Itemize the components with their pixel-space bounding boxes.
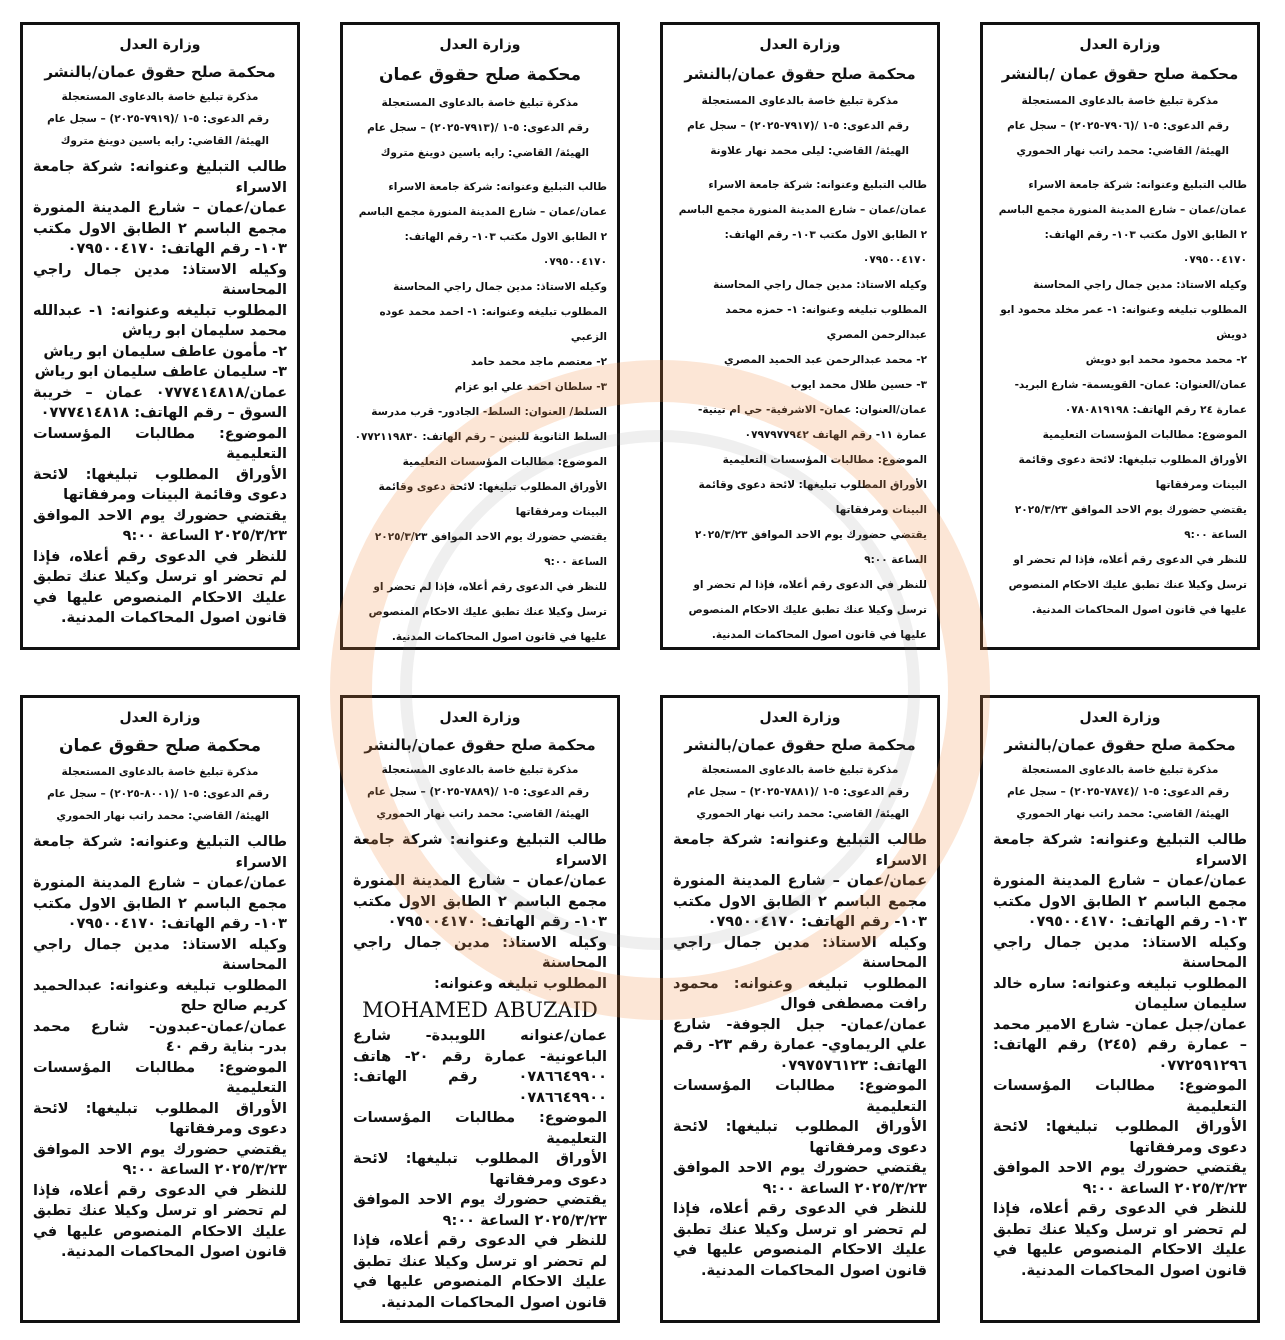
court-heading: محكمة صلح حقوق عمان /بالنشر [1001, 65, 1239, 83]
memo-title: مذكرة تبليغ خاصة بالدعاوى المستعجلة [381, 764, 579, 776]
notice-paragraph: MOHAMED ABUZAID [362, 998, 598, 1022]
ministry-heading: وزارة العدل [1079, 37, 1161, 53]
notice-paragraph: الأوراق المطلوب تبليغها: لائحة دعوى وقائمة البينات ومرفقاتها [698, 479, 927, 516]
case-number: رقم الدعوى: ٥-١ /(٧٩٠٦-٢٠٢٥) – سجل عام [1007, 120, 1229, 132]
notice-paragraph: الموضوع: مطالبات المؤسسات التعليمية [722, 454, 927, 466]
case-number: رقم الدعوى: ٥-١ /(٧٩١٧-٢٠٢٥) – سجل عام [687, 120, 909, 132]
notice-paragraph: وكيله الاستاذ: مدين جمال راجي المحاسنة [33, 936, 287, 973]
case-number: رقم الدعوى: ٥-١ /(٧٨٧٤-٢٠٢٥) – سجل عام [1007, 786, 1229, 798]
notice-paragraph: طالب التبليغ وعنوانه: شركة جامعة الاسراء [673, 832, 927, 869]
notice-paragraph: عمان/عمان – شارع المدينة المنورة مجمع الباسم ٢ الطابق الاول مكتب ١٠٣- رقم الهاتف: ٠٧٩٥٠٠٤١٧٠ [33, 875, 288, 932]
notice-paragraph: الأوراق المطلوب تبليغها: لائحة دعوى ومرفقاتها [353, 1151, 607, 1188]
notice-paragraph: ٢- محمد محمود محمد ابو دويش [1085, 354, 1247, 366]
notice-paragraph: عمان/عمان – شارع المدينة المنورة مجمع الباسم ٢ الطابق الاول مكتب ١٠٣- رقم الهاتف: ٠٧٩٥٠٠٤١٧٠ [678, 204, 927, 266]
notice-paragraph: للنظر في الدعوى رقم أعلاه، فإذا لم تحضر او ترسل وكيلا عنك تطبق عليك الاحكام المنصوص عليها في قانون اصول المحاكمات المدنية. [353, 1233, 607, 1311]
notice-paragraph: وكيله الاستاذ: مدين جمال راجي المحاسنة [713, 279, 927, 291]
notice-paragraph: المطلوب تبليغه وعنوانه: [433, 975, 607, 992]
notice-paragraph: يقتضي حضورك يوم الاحد الموافق ٢٠٢٥/٣/٢٣ الساعة ٩:٠٠ [353, 1192, 607, 1229]
notice-paragraph: طالب التبليغ وعنوانه: شركة جامعة الاسراء [1028, 179, 1247, 191]
notice-paragraph: الموضوع: مطالبات المؤسسات التعليمية [353, 1110, 607, 1147]
court-notice [20, 22, 300, 650]
case-number: رقم الدعوى: ٥-١ /(٧٨٨١-٢٠٢٥) – سجل عام [687, 786, 909, 798]
court-notice [980, 695, 1260, 1323]
notice-paragraph: للنظر في الدعوى رقم أعلاه، فإذا لم تحضر او ترسل وكيلا عنك تطبق عليك الاحكام المنصوص عليها في قانون اصول المحاكمات المدنية. [993, 1201, 1247, 1279]
notice-paragraph: عمان/٠٧٧٧٤١٤٨١٨ عمان – خريبة السوق – رقم الهاتف: ٠٧٧٧٤١٤٨١٨ [33, 384, 287, 421]
court-heading: محكمة صلح حقوق عمان/بالنشر [684, 736, 916, 754]
notice-body [673, 830, 927, 1281]
notice-paragraph: ٢- محمد عبدالرحمن عبد الحميد المصري [724, 354, 927, 366]
court-heading: محكمة صلح حقوق عمان/بالنشر [364, 736, 596, 754]
notice-body [993, 173, 1247, 623]
notice-paragraph: الموضوع: مطالبات المؤسسات التعليمية [1042, 429, 1247, 441]
judge-name: الهيئة/ القاضي: محمد راتب نهار الحموري [1016, 808, 1229, 820]
notice-paragraph: طالب التبليغ وعنوانه: شركة جامعة الاسراء [993, 832, 1247, 869]
notice-paragraph: للنظر في الدعوى رقم أعلاه، فإذا لم تحضر او ترسل وكيلا عنك تطبق عليك الاحكام المنصوص عليها في قانون اصول المحاكمات المدنية. [1008, 554, 1247, 616]
notice-paragraph: المطلوب تبليغه وعنوانه: ١- حمزه محمد عبدالرحمن المصري [725, 304, 927, 341]
notice-paragraph: ٢- مأمون عاطف سليمان ابو رياش [43, 343, 287, 360]
notice-paragraph: الموضوع: مطالبات المؤسسات التعليمية [673, 1078, 927, 1115]
case-number: رقم الدعوى: ٥-١ /(٨٠٠١-٢٠٢٥) – سجل عام [47, 788, 269, 800]
notice-paragraph: للنظر في الدعوى رقم أعلاه، فإذا لم تحضر او ترسل وكيلا عنك تطبق عليك الاحكام المنصوص عليها في قانون اصول المحاكمات المدنية. [33, 1182, 287, 1260]
court-notice [340, 695, 620, 1323]
notice-paragraph: يقتضي حضورك يوم الاحد الموافق ٢٠٢٥/٣/٢٣ الساعة ٩:٠٠ [1014, 504, 1247, 541]
notice-paragraph: عمان/عنوانه اللويبدة- شارع الباعونية- عمارة رقم ٢٠- هاتف ٠٧٨٦٦٤٩٩٠٠ رقم الهاتف: ٠٧٨٦٦٤٩٩٠٠ [353, 1028, 607, 1106]
ministry-heading: وزارة العدل [439, 710, 521, 726]
notice-paragraph: ٣- سلطان احمد علي ابو عزام [454, 381, 607, 393]
ministry-heading: وزارة العدل [439, 37, 521, 53]
notice-paragraph: السلط/ العنوان: السلط- الجادور- قرب مدرسة السلط الثانوية للبنين – رقم الهاتف: ٠٧٧٢١١٩٨٣٠ [354, 406, 607, 443]
notice-paragraph: وكيله الاستاذ: مدين جمال راجي المحاسنة [1033, 279, 1247, 291]
ministry-heading: وزارة العدل [1079, 710, 1161, 726]
notice-body [353, 830, 607, 1313]
notice-paragraph: الأوراق المطلوب تبليغها: لائحة دعوى وقائمة البينات ومرفقاتها [33, 466, 287, 503]
ministry-heading: وزارة العدل [119, 710, 201, 726]
ministry-heading: وزارة العدل [119, 37, 201, 53]
notice-body [33, 832, 287, 1263]
notice-paragraph: يقتضي حضورك يوم الاحد الموافق ٢٠٢٥/٣/٢٣ الساعة ٩:٠٠ [33, 1141, 287, 1178]
notice-paragraph: طالب التبليغ وعنوانه: شركة جامعة الاسراء [33, 159, 287, 196]
notice-paragraph: ٣- حسين طلال محمد ايوب [790, 379, 927, 391]
notice-paragraph: عمان/عمان – شارع المدينة المنورة مجمع الباسم ٢ الطابق الاول مكتب ١٠٣- رقم الهاتف: ٠٧٩٥٠٠٤١٧٠ [998, 204, 1247, 266]
judge-name: الهيئة/ القاضي: رايه ياسين دوينغ متروك [380, 147, 589, 159]
notice-paragraph: المطلوب تبليغه وعنوانه: ١- احمد محمد عوده الزعبي [379, 306, 607, 343]
notice-paragraph: وكيله الاستاذ: مدين جمال راجي المحاسنة [673, 934, 927, 971]
notice-paragraph: وكيله الاستاذ: مدين جمال راجي المحاسنة [33, 261, 287, 298]
court-heading: محكمة صلح حقوق عمان/بالنشر [44, 63, 276, 81]
notice-paragraph: الأوراق المطلوب تبليغها: لائحة دعوى وقائمة البينات ومرفقاتها [1018, 454, 1247, 491]
notice-body [353, 175, 607, 650]
notice-paragraph: المطلوب تبليغه وعنوانه: محمود رافت مصطفى فوال [673, 975, 927, 1012]
notice-paragraph: وكيله الاستاذ: مدين جمال راجي المحاسنة [993, 934, 1247, 971]
case-number: رقم الدعوى: ٥-١ /(٧٩١٣-٢٠٢٥) – سجل عام [367, 122, 589, 134]
notice-paragraph: للنظر في الدعوى رقم أعلاه، فإذا لم تحضر او ترسل وكيلا عنك تطبق عليك الاحكام المنصوص عليها في قانون اصول المحاكمات المدنية. [368, 581, 607, 643]
court-notice [660, 695, 940, 1323]
case-number: رقم الدعوى: ٥-١ /(٧٨٨٩-٢٠٢٥) – سجل عام [367, 786, 589, 798]
ministry-heading: وزارة العدل [759, 710, 841, 726]
court-heading: محكمة صلح حقوق عمان [59, 736, 261, 756]
notice-paragraph: طالب التبليغ وعنوانه: شركة جامعة الاسراء [388, 181, 607, 193]
notice-paragraph: الأوراق المطلوب تبليغها: لائحة دعوى ومرفقاتها [993, 1119, 1247, 1156]
notice-paragraph: للنظر في الدعوى رقم أعلاه، فإذا لم تحضر او ترسل وكيلا عنك تطبق عليك الاحكام المنصوص عليها في قانون اصول المحاكمات المدنية. [33, 548, 287, 626]
case-number: رقم الدعوى: ٥-١ /(٧٩١٩-٢٠٢٥) – سجل عام [47, 113, 269, 125]
notice-paragraph: للنظر في الدعوى رقم أعلاه، فإذا لم تحضر او ترسل وكيلا عنك تطبق عليك الاحكام المنصوص عليها في قانون اصول المحاكمات المدنية. [688, 579, 927, 641]
notice-paragraph: عمان/عمان – شارع المدينة المنورة مجمع الباسم ٢ الطابق الاول مكتب ١٠٣- رقم الهاتف: ٠٧٩٥٠٠٤١٧٠ [993, 873, 1248, 930]
notice-paragraph: وكيله الاستاذ: مدين جمال راجي المحاسنة [393, 281, 607, 293]
notice-paragraph: الموضوع: مطالبات المؤسسات التعليمية [33, 425, 287, 462]
court-heading: محكمة صلح حقوق عمان/بالنشر [684, 65, 916, 83]
notice-paragraph: يقتضي حضورك يوم الاحد الموافق ٢٠٢٥/٣/٢٣ الساعة ٩:٠٠ [374, 531, 607, 568]
memo-title: مذكرة تبليغ خاصة بالدعاوى المستعجلة [701, 95, 899, 107]
notice-paragraph: المطلوب تبليغه وعنوانه: ساره خالد سليمان سليمان [993, 975, 1247, 1012]
judge-name: الهيئة/ القاضي: محمد راتب نهار الحموري [1016, 145, 1229, 157]
notice-paragraph: الموضوع: مطالبات المؤسسات التعليمية [33, 1059, 287, 1096]
notice-body [33, 157, 287, 629]
notice-paragraph: عمان/عمان – شارع المدينة المنورة مجمع الباسم ٢ الطابق الاول مكتب ١٠٣- رقم الهاتف: ٠٧٩٥٠٠٤١٧٠ [673, 873, 928, 930]
notice-paragraph: الأوراق المطلوب تبليغها: لائحة دعوى ومرفقاتها [673, 1119, 927, 1156]
notice-paragraph: عمان/عمان- جبل الجوفة- شارع علي الريماوي- عمارة رقم ٢٣- رقم الهاتف: ٠٧٩٧٥٧٦١٢٣ [673, 1016, 927, 1074]
notice-paragraph: الموضوع: مطالبات المؤسسات التعليمية [993, 1078, 1247, 1115]
memo-title: مذكرة تبليغ خاصة بالدعاوى المستعجلة [381, 97, 579, 109]
judge-name: الهيئة/ القاضي: رايه ياسين دوينغ متروك [60, 135, 269, 147]
judge-name: الهيئة/ القاضي: محمد راتب نهار الحموري [696, 808, 909, 820]
memo-title: مذكرة تبليغ خاصة بالدعاوى المستعجلة [61, 91, 259, 103]
notice-paragraph: يقتضي حضورك يوم الاحد الموافق ٢٠٢٥/٣/٢٣ الساعة ٩:٠٠ [993, 1160, 1247, 1197]
notice-paragraph: المطلوب تبليغه وعنوانه: ١- عمر مخلد محمود ابو دويش [1000, 304, 1247, 341]
notice-paragraph: عمان/العنوان: عمان- الاشرفية- حي ام تينية- عمارة ١١- رقم الهاتف ٠٧٩٧٩٧٧٩٤٢ [698, 404, 927, 441]
notice-paragraph: يقتضي حضورك يوم الاحد الموافق ٢٠٢٥/٣/٢٣ الساعة ٩:٠٠ [694, 529, 927, 566]
notice-paragraph: طالب التبليغ وعنوانه: شركة جامعة الاسراء [708, 179, 927, 191]
notice-paragraph: ٣- سليمان عاطف سليمان ابو رياش [34, 364, 287, 380]
notice-paragraph: الأوراق المطلوب تبليغها: لائحة دعوى ومرفقاتها [33, 1100, 287, 1137]
court-notice [980, 22, 1260, 650]
notice-paragraph: للنظر في الدعوى رقم أعلاه، فإذا لم تحضر او ترسل وكيلا عنك تطبق عليك الاحكام المنصوص عليها في قانون اصول المحاكمات المدنية. [673, 1201, 927, 1279]
notice-paragraph: ٢- معتصم ماجد محمد حامد [470, 356, 607, 368]
court-notice [20, 695, 300, 1323]
judge-name: الهيئة/ القاضي: ليلى محمد نهار علاونة [710, 145, 909, 157]
court-heading: محكمة صلح حقوق عمان/بالنشر [1004, 736, 1236, 754]
notice-paragraph: يقتضي حضورك يوم الاحد الموافق ٢٠٢٥/٣/٢٣ الساعة ٩:٠٠ [33, 507, 287, 544]
notice-paragraph: الموضوع: مطالبات المؤسسات التعليمية [402, 456, 607, 468]
ministry-heading: وزارة العدل [759, 37, 841, 53]
notice-paragraph: عمان/العنوان: عمان- القويسمة- شارع البريد- عمارة ٢٤ رقم الهاتف: ٠٧٨٠٨١٩١٩٨ [1014, 379, 1247, 416]
notice-paragraph: عمان/عمان – شارع المدينة المنورة مجمع الباسم ٢ الطابق الاول مكتب ١٠٣- رقم الهاتف: ٠٧٩٥٠٠٤١٧٠ [33, 200, 288, 257]
judge-name: الهيئة/ القاضي: محمد راتب نهار الحموري [376, 808, 589, 820]
court-notice [660, 22, 940, 650]
memo-title: مذكرة تبليغ خاصة بالدعاوى المستعجلة [1021, 95, 1219, 107]
memo-title: مذكرة تبليغ خاصة بالدعاوى المستعجلة [61, 766, 259, 778]
memo-title: مذكرة تبليغ خاصة بالدعاوى المستعجلة [701, 764, 899, 776]
court-notice [340, 22, 620, 650]
notice-paragraph: وكيله الاستاذ: مدين جمال راجي المحاسنة [353, 934, 607, 971]
notice-paragraph: عمان/عمان – شارع المدينة المنورة مجمع الباسم ٢ الطابق الاول مكتب ١٠٣- رقم الهاتف: ٠٧٩٥٠٠٤١٧٠ [353, 873, 608, 930]
notice-body [993, 830, 1247, 1281]
notice-paragraph: يقتضي حضورك يوم الاحد الموافق ٢٠٢٥/٣/٢٣ الساعة ٩:٠٠ [673, 1160, 927, 1197]
judge-name: الهيئة/ القاضي: محمد راتب نهار الحموري [56, 810, 269, 822]
notice-paragraph: عمان/عمان-عبدون- شارع محمد بدر- بناية رقم ٤٠ [33, 1018, 287, 1055]
notices-page [20, 22, 1260, 1323]
notice-paragraph: طالب التبليغ وعنوانه: شركة جامعة الاسراء [353, 832, 607, 869]
notice-body [673, 173, 927, 648]
notice-paragraph: عمان/عمان – شارع المدينة المنورة مجمع الباسم ٢ الطابق الاول مكتب ١٠٣- رقم الهاتف: ٠٧٩٥٠٠٤١٧٠ [358, 206, 607, 268]
notice-paragraph: طالب التبليغ وعنوانه: شركة جامعة الاسراء [33, 834, 287, 871]
notice-paragraph: المطلوب تبليغه وعنوانه: عبدالحميد كريم صالح حلح [33, 977, 287, 1014]
notice-paragraph: عمان/جبل عمان- شارع الامير محمد – عمارة رقم (٢٤٥) رقم الهاتف: ٠٧٧٢٥٩١٢٩٦ [993, 1016, 1247, 1074]
notice-paragraph: الأوراق المطلوب تبليغها: لائحة دعوى وقائمة البينات ومرفقاتها [378, 481, 607, 518]
notice-paragraph: المطلوب تبليغه وعنوانه: ١- عبدالله محمد سليمان ابو رياش [33, 302, 287, 339]
court-heading: محكمة صلح حقوق عمان [379, 65, 581, 85]
memo-title: مذكرة تبليغ خاصة بالدعاوى المستعجلة [1021, 764, 1219, 776]
